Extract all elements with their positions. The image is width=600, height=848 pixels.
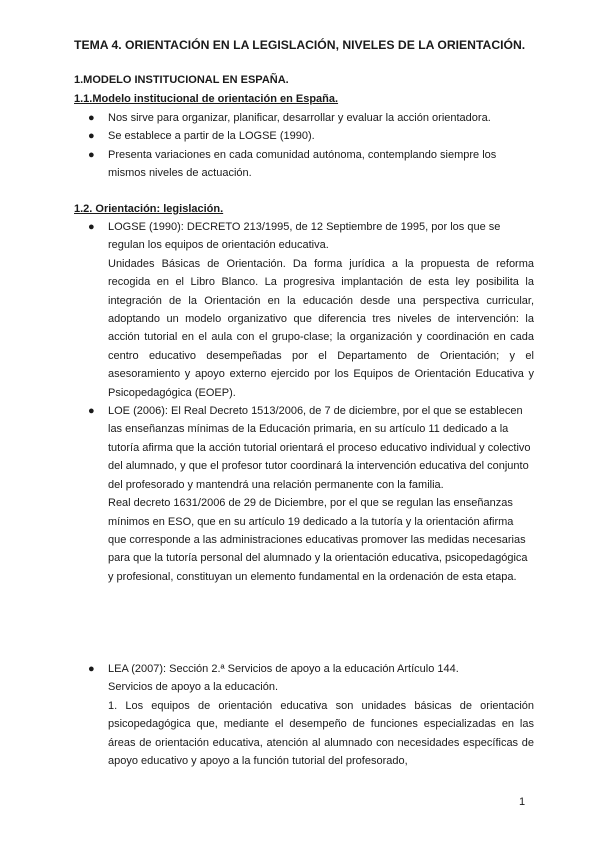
list-item-lea — [74, 660, 534, 770]
lea-subheading-text: Servicios de apoyo a la educación. — [108, 681, 278, 694]
list-item — [74, 127, 534, 145]
section-heading-1-2: 1.2. Orientación: legislación. — [74, 203, 224, 215]
bullet-icon: ● — [88, 130, 95, 143]
list-item-logse — [74, 218, 534, 402]
list-item-text: Presenta variaciones en cada comunidad autónoma, contemplando siempre los mismos niveles de actuación. — [108, 148, 497, 180]
list-item-loe — [74, 402, 534, 586]
bullet-list-2 — [74, 218, 534, 586]
bullet-icon: ● — [88, 405, 95, 418]
logse-body-text: Unidades Básicas de Orientación. Da forma jurídica a la propuesta de reforma recogida en el Libro Blanco. La progresiva implantación de esta ley posibilita la integración de la Orientación en la educación desde una perspectiva curricular, adoptando un modelo organizativo que diferencia tres niveles de intervención: la acción tutorial en el aula con el grupo-clase; la organización y coordinación en cada centro educativo desempeñadas por el Departamento de Orientación; y el asesoramiento y apoyo externo ejercido por los Equipos de Orientación Educativa y Psicopedagógica (EOEP). — [108, 257, 534, 399]
logse-heading-text: LOGSE (1990): DECRETO 213/1995, de 12 Septiembre de 1995, por los que se regulan los equipos de orientación educativa. — [108, 221, 501, 252]
section-heading-1-1: 1.1.Modelo institucional de orientación en España. — [74, 93, 339, 105]
bullet-icon: ● — [88, 221, 95, 233]
bullet-icon: ● — [88, 663, 95, 675]
list-item — [74, 146, 534, 183]
section-heading-1: 1.MODELO INSTITUCIONAL EN ESPAÑA. — [74, 74, 289, 86]
bullet-icon: ● — [88, 112, 95, 124]
lea-body-text: 1. Los equipos de orientación educativa son unidades básicas de orientación psicopedagógica que, mediante el desempeño de funciones especializadas en las áreas de orientación educativa, atención al alumnado con necesidades específicas de apoyo educativo y apoyo a la función tutorial del profesorado, — [108, 699, 534, 768]
page-number: 1 — [519, 796, 526, 808]
list-item-text: Nos sirve para organizar, planificar, desarrollar y evaluar la acción orientadora. — [108, 112, 491, 124]
bullet-list-3 — [74, 660, 534, 770]
list-item-text: Se establece a partir de la LOGSE (1990). — [108, 130, 315, 143]
bullet-icon: ● — [88, 148, 95, 161]
bullet-list-1 — [74, 109, 534, 183]
list-item — [74, 109, 534, 127]
loe-body-text: Real decreto 1631/2006 de 29 de Diciembre, por el que se regulan las enseñanzas mínimos en ESO, que en su artículo 19 dedicado a la tutoría y la orientación afirma que corresponde a las administraciones educativas promover las medidas necesarias para que la tutoría personal del alumnado y la orientación educativa, psicopedagógica y profesional, constituyan un elemento fundamental en la ordenación de esta etapa. — [108, 497, 528, 583]
document-title: TEMA 4. ORIENTACIÓN EN LA LEGISLACIÓN, NIVELES DE LA ORIENTACIÓN. — [74, 38, 526, 52]
loe-heading-text: LOE (2006): El Real Decreto 1513/2006, de 7 de diciembre, por el que se establecen las enseñanzas mínimas de la Educación primaria, en su artículo 11 dedicado a la tutoría afirma que la acción tutorial orientará el proceso educativo individual y colectivo del alumnado, y que el profesor tutor coordinará la intervención educativa del conjunto del profesorado y mantendrá una relación permanente con la familia. — [108, 405, 531, 491]
lea-heading-text: LEA (2007): Sección 2.ª Servicios de apoyo a la educación Artículo 144. — [108, 663, 459, 675]
